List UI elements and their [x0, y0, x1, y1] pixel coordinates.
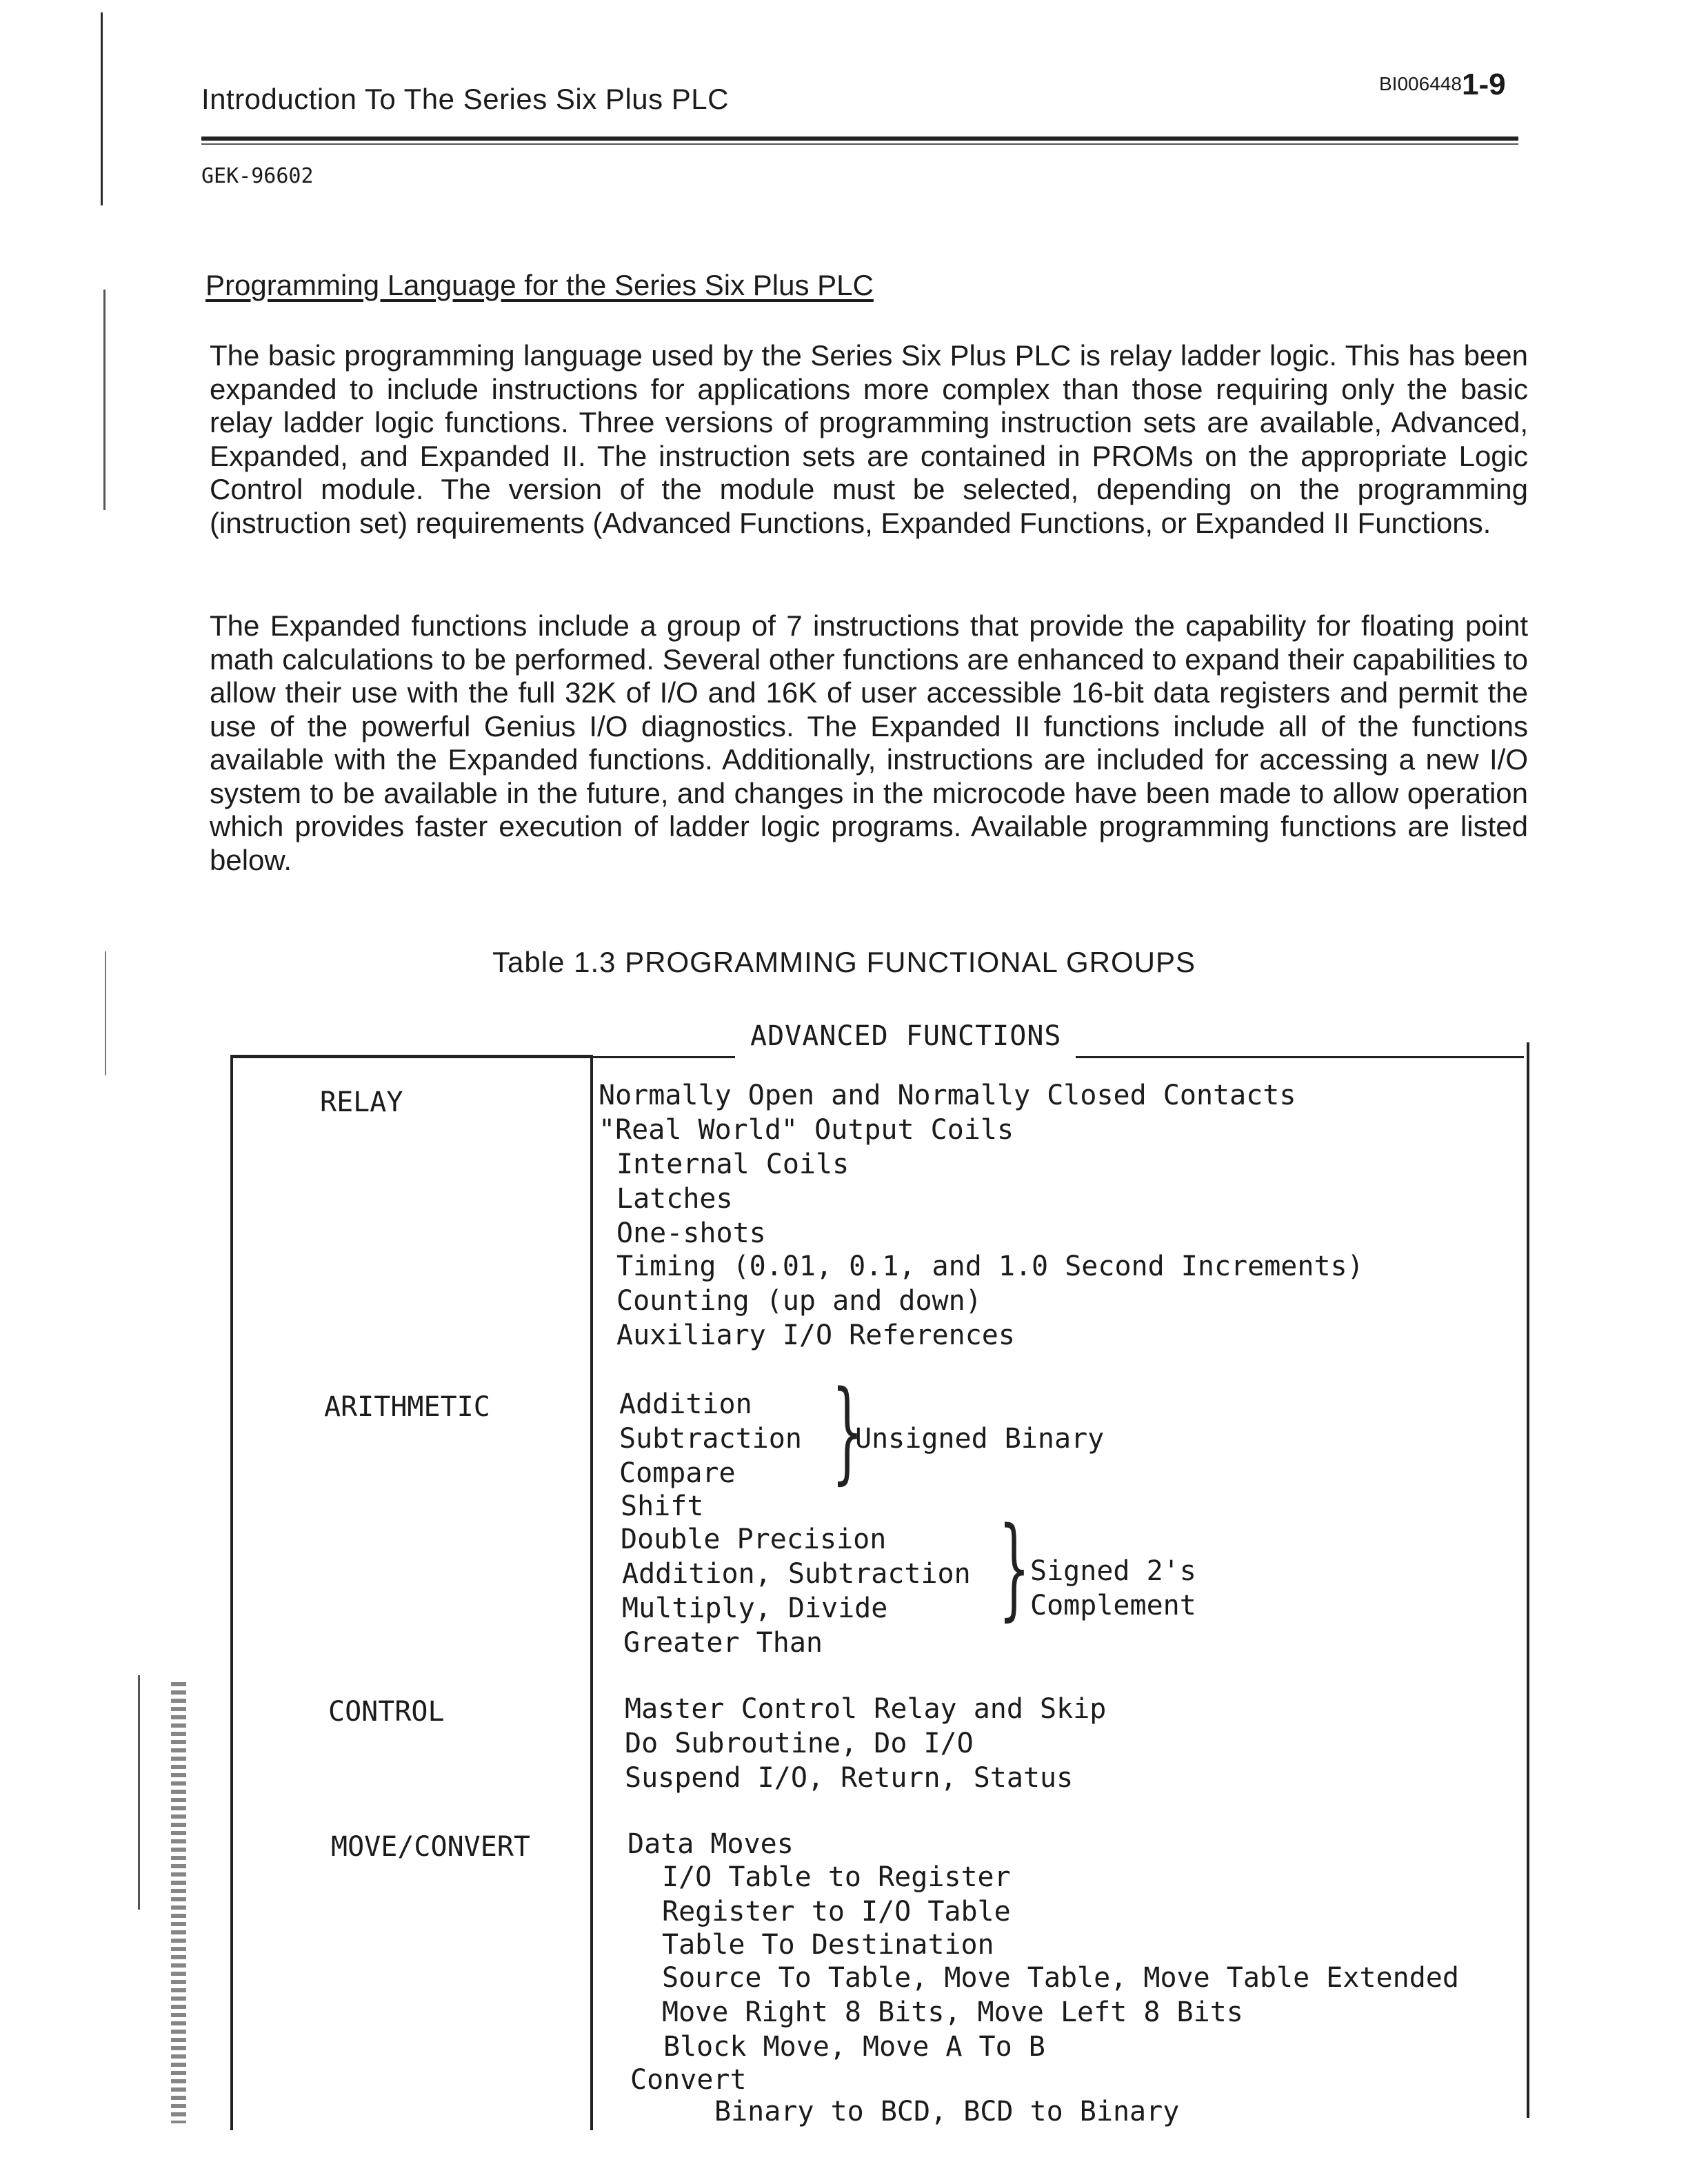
form-number: GEK-96602: [201, 164, 314, 188]
page-number: 1-9: [1462, 68, 1506, 101]
note-signed-twos: Signed 2's: [1030, 1555, 1196, 1587]
scan-edge-line-mid: [103, 290, 106, 510]
function-line: Suspend I/O, Return, Status: [625, 1762, 1074, 1794]
table-border-right: [1527, 1042, 1529, 2118]
group-arithmetic: ARITHMETIC: [324, 1391, 490, 1423]
brace-signed: }: [998, 1503, 1030, 1632]
brace-unsigned: }: [831, 1366, 863, 1495]
function-line: Addition: [619, 1388, 752, 1420]
function-line: Do Subroutine, Do I/O: [625, 1728, 974, 1759]
scan-edge-line-bottom: [138, 1675, 140, 1910]
function-line: One-shots: [616, 1217, 766, 1249]
function-line: I/O Table to Register: [662, 1861, 1011, 1893]
table-border-left: [230, 1055, 233, 2130]
group-control: CONTROL: [328, 1696, 445, 1728]
header-rule-thin: [201, 143, 1518, 145]
function-line: Auxiliary I/O References: [616, 1320, 1015, 1351]
table-column-divider: [590, 1055, 593, 2130]
body-paragraph-1: The basic programming language used by the Series Six Plus PLC is relay ladder logic. This has been expanded to include instructions for applications more complex than those requiring only the basic relay ladder logic functions. Three versions of programming instruction sets are available, Advanced, Expanded, and Expanded II. The instruction sets are contained in PROMs on the appropriate Logic Control module. The version of the module must be selected, depending on the programming (instruction set) requirements (Advanced Functions, Expanded Functions, or Expanded II Functions.: [210, 339, 1528, 539]
group-relay: RELAY: [320, 1086, 403, 1118]
function-line: Move Right 8 Bits, Move Left 8 Bits: [662, 1996, 1243, 2028]
scan-edge-line-top: [101, 12, 103, 205]
document-id: BI006448: [1379, 73, 1462, 94]
table-title-rule-right: [1076, 1056, 1524, 1058]
function-line: Latches: [616, 1183, 733, 1215]
function-line: Shift: [621, 1490, 704, 1522]
header-rule: [201, 136, 1518, 141]
function-line: Counting (up and down): [616, 1285, 982, 1317]
function-line: Internal Coils: [616, 1149, 850, 1180]
function-line: Addition, Subtraction: [622, 1558, 971, 1590]
function-line: Convert: [630, 2064, 747, 2096]
table-subtitle: ADVANCED FUNCTIONS: [750, 1020, 1062, 1052]
running-header-title: Introduction To The Series Six Plus PLC: [201, 83, 729, 115]
function-line: Normally Open and Normally Closed Contacts: [599, 1080, 1296, 1111]
scan-edge-strip: [171, 1682, 186, 2123]
function-line: Block Move, Move A To B: [663, 2031, 1045, 2063]
table-border-top: [230, 1055, 593, 1057]
function-line: Source To Table, Move Table, Move Table Extended: [662, 1962, 1459, 1994]
function-line: Binary to BCD, BCD to Binary: [714, 2096, 1180, 2127]
function-line: Greater Than: [623, 1627, 823, 1659]
function-line: Multiply, Divide: [622, 1593, 888, 1624]
function-line: Timing (0.01, 0.1, and 1.0 Second Increments): [616, 1251, 1364, 1282]
function-line: Subtraction: [619, 1423, 802, 1455]
function-line: Double Precision: [621, 1524, 887, 1555]
function-line: Master Control Relay and Skip: [625, 1693, 1107, 1725]
section-heading: Programming Language for the Series Six Plus PLC: [205, 269, 874, 301]
note-complement: Complement: [1030, 1590, 1196, 1621]
group-move-convert: MOVE/CONVERT: [331, 1831, 530, 1863]
function-line: Register to I/O Table: [662, 1896, 1011, 1928]
note-unsigned-binary: Unsigned Binary: [855, 1423, 1105, 1455]
function-line: Data Moves: [627, 1828, 794, 1860]
table-caption: Table 1.3 PROGRAMMING FUNCTIONAL GROUPS: [492, 946, 1196, 978]
function-line: "Real World" Output Coils: [599, 1114, 1014, 1146]
function-line: Compare: [619, 1457, 736, 1489]
function-line: Table To Destination: [662, 1929, 994, 1961]
body-paragraph-2: The Expanded functions include a group of 7 instructions that provide the capability for floating point math calculations to be performed. Several other functions are enhanced to expand their capabilities to allow their use with the full 32K of I/O and 16K of user accessible 16-bit data registers and permit the use of the powerful Genius I/O diagnostics. The Expanded II functions include all of the functions available with the Expanded functions. Additionally, instructions are included for accessing a new I/O system to be available in the future, and changes in the microcode have been made to allow operation which provides faster execution of ladder logic programs. Available programming functions are listed below.: [210, 609, 1528, 876]
